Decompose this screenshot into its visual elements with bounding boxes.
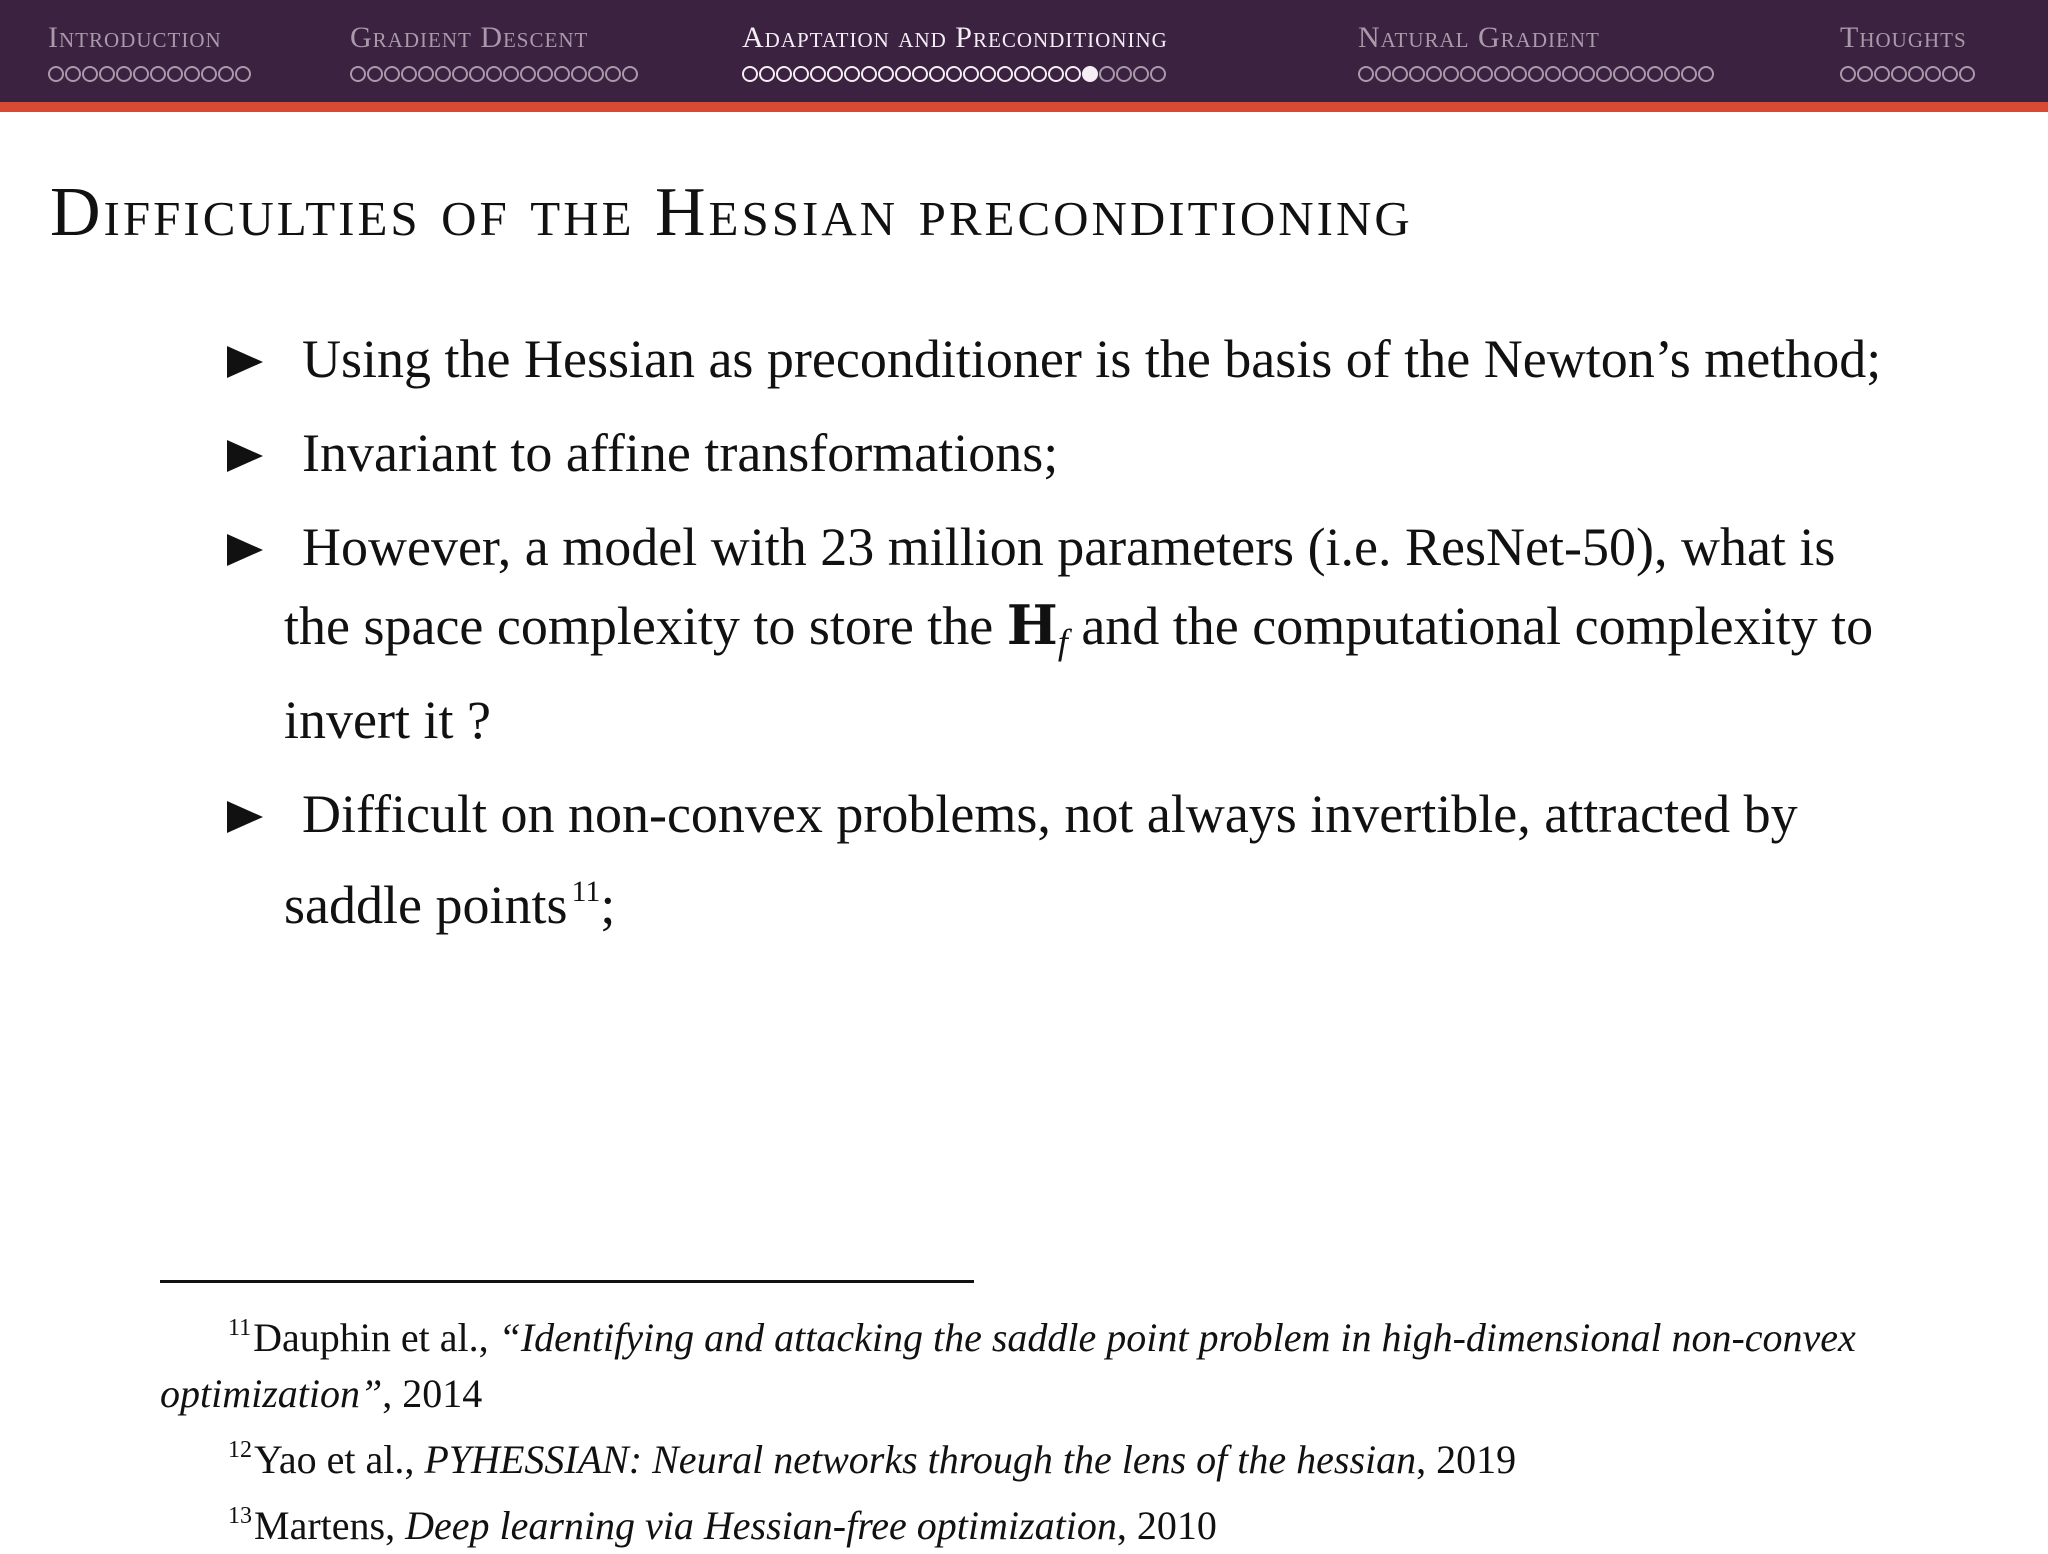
- nav-dot[interactable]: [1545, 66, 1561, 82]
- nav-dot[interactable]: [1959, 66, 1975, 82]
- nav-dot[interactable]: [1443, 66, 1459, 82]
- nav-dot[interactable]: [184, 66, 200, 82]
- nav-dot[interactable]: [1133, 66, 1149, 82]
- nav-dot[interactable]: [1596, 66, 1612, 82]
- nav-dot[interactable]: [1014, 66, 1030, 82]
- nav-dot[interactable]: [435, 66, 451, 82]
- nav-dot[interactable]: [1494, 66, 1510, 82]
- nav-dot[interactable]: [588, 66, 604, 82]
- nav-dot[interactable]: [912, 66, 928, 82]
- nav-dot[interactable]: [1048, 66, 1064, 82]
- nav-dot[interactable]: [929, 66, 945, 82]
- nav-dot[interactable]: [401, 66, 417, 82]
- nav-dot[interactable]: [1392, 66, 1408, 82]
- bullet-item: [222, 414, 1902, 492]
- nav-dot[interactable]: [350, 66, 366, 82]
- nav-dot[interactable]: [384, 66, 400, 82]
- slide-title: Difficulties of the Hessian preconditioning: [50, 174, 1413, 251]
- nav-section-adaptation[interactable]: [742, 18, 1168, 82]
- bullet-list: [222, 320, 1902, 960]
- nav-dot[interactable]: [571, 66, 587, 82]
- nav-dot[interactable]: [1460, 66, 1476, 82]
- footnote-mark: 11: [228, 1315, 252, 1341]
- nav-dot[interactable]: [1116, 66, 1132, 82]
- footnote-item: [160, 1488, 1980, 1554]
- nav-section-introduction[interactable]: [48, 18, 252, 82]
- nav-dot[interactable]: [997, 66, 1013, 82]
- nav-dot[interactable]: [1891, 66, 1907, 82]
- nav-dot[interactable]: [793, 66, 809, 82]
- nav-section-dots[interactable]: [350, 66, 639, 82]
- footnote-year: , 2014: [382, 1371, 483, 1416]
- nav-dot[interactable]: [537, 66, 553, 82]
- hessian-symbol: H: [1006, 593, 1058, 657]
- nav-dot[interactable]: [1511, 66, 1527, 82]
- footnote-authors: Yao et al.,: [254, 1437, 425, 1482]
- nav-section-natural-gradient[interactable]: [1358, 18, 1715, 82]
- nav-dot[interactable]: [418, 66, 434, 82]
- nav-dot[interactable]: [367, 66, 383, 82]
- footnote-item: [160, 1422, 1980, 1488]
- triangle-bullet-icon: [227, 440, 263, 472]
- nav-dot-current[interactable]: [1082, 66, 1098, 82]
- nav-dot[interactable]: [1426, 66, 1442, 82]
- nav-dot[interactable]: [1664, 66, 1680, 82]
- nav-section-title[interactable]: Introduction: [48, 21, 222, 54]
- footnotes: [160, 1300, 1980, 1554]
- nav-dot[interactable]: [827, 66, 843, 82]
- nav-dot[interactable]: [1562, 66, 1578, 82]
- nav-dot[interactable]: [1698, 66, 1714, 82]
- nav-dot[interactable]: [133, 66, 149, 82]
- footnote-mark: 12: [228, 1437, 252, 1463]
- hessian-subscript: f: [1057, 622, 1068, 662]
- nav-dot[interactable]: [1528, 66, 1544, 82]
- nav-dot[interactable]: [554, 66, 570, 82]
- nav-dot[interactable]: [878, 66, 894, 82]
- nav-section-dots[interactable]: [48, 66, 252, 82]
- nav-dot[interactable]: [150, 66, 166, 82]
- nav-dot[interactable]: [1942, 66, 1958, 82]
- bullet-text-before-math: However, a model with 23 million parameters (i.e. ResNet-50), what is the space complexity to store the: [284, 517, 1836, 656]
- nav-dot[interactable]: [844, 66, 860, 82]
- nav-dot[interactable]: [1031, 66, 1047, 82]
- nav-dot[interactable]: [1409, 66, 1425, 82]
- triangle-bullet-icon: [227, 346, 263, 378]
- nav-dot[interactable]: [452, 66, 468, 82]
- nav-dot[interactable]: [65, 66, 81, 82]
- nav-section-title[interactable]: Gradient Descent: [350, 21, 589, 54]
- nav-section-title[interactable]: Thoughts: [1840, 21, 1967, 54]
- nav-dot[interactable]: [946, 66, 962, 82]
- nav-section-dots[interactable]: [1840, 66, 1976, 82]
- nav-dot[interactable]: [1375, 66, 1391, 82]
- bullet-text: Invariant to affine transformations;: [302, 423, 1059, 483]
- nav-dot[interactable]: [503, 66, 519, 82]
- nav-dot[interactable]: [742, 66, 758, 82]
- bullet-text: Difficult on non-convex problems, not always invertible, attracted by saddle points: [284, 784, 1798, 935]
- nav-dot[interactable]: [116, 66, 132, 82]
- bullet-text-after-math: and the computational complexity to invert it ?: [284, 596, 1874, 750]
- nav-dot[interactable]: [48, 66, 64, 82]
- nav-dot[interactable]: [622, 66, 638, 82]
- triangle-bullet-icon: [227, 801, 263, 833]
- footnote-year: , 2010: [1116, 1503, 1217, 1548]
- nav-dot[interactable]: [1840, 66, 1856, 82]
- nav-dot[interactable]: [1857, 66, 1873, 82]
- nav-section-title[interactable]: Natural Gradient: [1358, 21, 1600, 54]
- headline-accent-rule: [0, 102, 2048, 112]
- nav-dot[interactable]: [1099, 66, 1115, 82]
- nav-dot[interactable]: [1874, 66, 1890, 82]
- nav-dot[interactable]: [963, 66, 979, 82]
- nav-dot[interactable]: [201, 66, 217, 82]
- nav-dot[interactable]: [1925, 66, 1941, 82]
- nav-section-gradient-descent[interactable]: [350, 18, 639, 82]
- nav-dot[interactable]: [218, 66, 234, 82]
- footnote-title: Deep learning via Hessian-free optimization: [405, 1503, 1117, 1548]
- bullet-item: [222, 320, 1902, 398]
- nav-dot[interactable]: [99, 66, 115, 82]
- bullet-item: [222, 508, 1902, 759]
- nav-dot[interactable]: [1065, 66, 1081, 82]
- nav-dot[interactable]: [1579, 66, 1595, 82]
- nav-dot[interactable]: [605, 66, 621, 82]
- nav-dot[interactable]: [895, 66, 911, 82]
- nav-dot[interactable]: [1150, 66, 1166, 82]
- footnote-authors: Dauphin et al.,: [253, 1315, 499, 1360]
- nav-dot[interactable]: [759, 66, 775, 82]
- nav-dot[interactable]: [861, 66, 877, 82]
- nav-section-dots[interactable]: [742, 66, 1168, 82]
- bullet-text-composite: [284, 517, 1873, 750]
- footnote-reference[interactable]: 11: [571, 875, 601, 908]
- triangle-bullet-icon: [227, 534, 263, 566]
- bullet-text-end: ;: [600, 875, 616, 935]
- nav-dot[interactable]: [469, 66, 485, 82]
- nav-dot[interactable]: [776, 66, 792, 82]
- nav-section-title[interactable]: Adaptation and Preconditioning: [742, 21, 1168, 54]
- nav-dot[interactable]: [1647, 66, 1663, 82]
- nav-dot[interactable]: [1630, 66, 1646, 82]
- footnote-authors: Martens,: [254, 1503, 406, 1548]
- nav-section-thoughts[interactable]: [1840, 18, 1976, 82]
- nav-dot[interactable]: [486, 66, 502, 82]
- nav-dot[interactable]: [520, 66, 536, 82]
- footnote-title: PYHESSIAN: Neural networks through the lens of the hessian: [424, 1437, 1417, 1482]
- nav-dot[interactable]: [1477, 66, 1493, 82]
- nav-dot[interactable]: [235, 66, 251, 82]
- footnote-mark: 13: [228, 1503, 252, 1529]
- nav-section-dots[interactable]: [1358, 66, 1715, 82]
- nav-dot[interactable]: [980, 66, 996, 82]
- footnote-item: [160, 1300, 1980, 1422]
- footnote-year: , 2019: [1416, 1437, 1517, 1482]
- nav-dot[interactable]: [1908, 66, 1924, 82]
- nav-dot[interactable]: [167, 66, 183, 82]
- nav-dot[interactable]: [1681, 66, 1697, 82]
- bullet-text-composite: [284, 784, 1798, 935]
- nav-dot[interactable]: [1358, 66, 1374, 82]
- bullet-text: Using the Hessian as preconditioner is the basis of the Newton’s method;: [302, 329, 1882, 389]
- nav-dot[interactable]: [1613, 66, 1629, 82]
- footnote-title: “Identifying and attacking the saddle point problem in high-dimensional non-convex optimization”: [160, 1315, 1856, 1416]
- footnote-rule: [160, 1280, 974, 1283]
- nav-dot[interactable]: [810, 66, 826, 82]
- nav-dot[interactable]: [82, 66, 98, 82]
- bullet-item: [222, 775, 1902, 944]
- headline-nav-bar: [0, 0, 2048, 102]
